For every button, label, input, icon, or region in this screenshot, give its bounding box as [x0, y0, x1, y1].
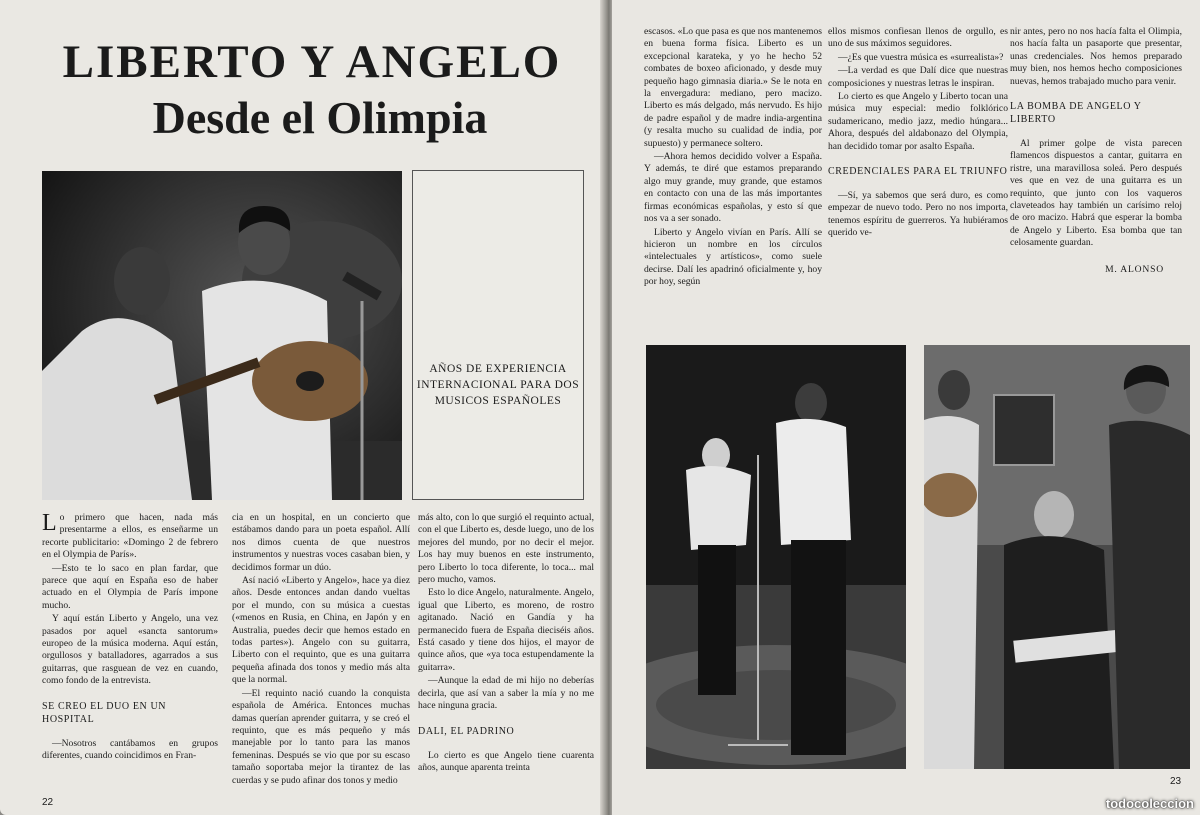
col3-paragraph-1: más alto, con lo que surgió el requinto actual, con el que Liberto es, desde luego, uno de los mejores del mundo, por no decir el mejor. Los hay muy buenos en este instrumento, pero Liberto lo toca diferente, lo toca... mal pero mucho, vamos.	[418, 512, 594, 586]
col3-paragraph-4: Lo cierto es que Angelo tiene cuarenta años, aunque aparenta treinta	[418, 749, 594, 773]
col5-paragraph-4: Lo cierto es que Angelo y Liberto tocan una música muy especial: medio folklórico sudamericano, medio jazz, medio húngara... Ahora, después del aldabonazo del Olympia, han decidido tomar por asalto España.	[828, 91, 1008, 152]
col1-paragraph-4: —Nosotros cantábamos en grupos diferentes, cuando coincidimos en Fran-	[42, 737, 218, 762]
dropcap: L	[42, 512, 57, 536]
col2-paragraph-3: —El requinto nació cuando la conquista española de América. Entonces muchas damas querían aprender guitarra, y se creó el requinto, que es más pequeño y más manejable por lo tanto para las manos femeninas. Después se vio que por su escaso tamaño soportaba mejor la tirantez de las cuerdas y se pudo afinar dos tonos y medio	[232, 687, 410, 786]
page-number-right: 23	[1170, 776, 1182, 787]
col2-paragraph-2: Así nació «Liberto y Angelo», hace ya diez años. Desde entonces andan dando vueltas por el mundo, con su música a cuestas («menos en Rusia, en China, en Japón y en Australia, puedes decir que hemos estado en todas partes»). Angelo con su guitarra, Liberto con el requinto, que es una guitarra pequeña afinada dos tonos y medio más alta que la normal.	[232, 575, 410, 686]
col5-paragraph-1: ellos mismos confiesan llenos de orgullo, es uno de sus máximos seguidores.	[828, 26, 1008, 50]
col6-paragraph-1: nir antes, pero no nos hacía falta el Olimpia, nos hacía falta un pasaporte que presentar, unas credenciales. Nos hemos preparado muy bien, nos hemos hecho composiciones nuevas, hemos trabajado mucho para venir.	[1010, 26, 1182, 87]
article-column-2	[232, 512, 410, 804]
col1-paragraph-2: —Esto te lo saco en plan fardar, que parece que aquí en España eso de haber actuado en el Olympia de París impone mucho.	[42, 562, 218, 611]
col6-paragraph-2: Al primer golpe de vista parecen flamencos dispuestos a cantar, guitarra en ristre, una maravillosa soleá. Pero después ves que en vez de una guitarra es un requinto, que junto con los vaqueros claveteados hay también un carísimo reloj de oro macizo. Habrá que esperar la bomba de Angelo y Liberto. Esa bomba que tan celosamente guardan.	[1010, 138, 1182, 249]
section-heading-bomba: LA BOMBA DE ANGELO Y LIBERTO	[1010, 101, 1142, 126]
article-title: LIBERTO Y ANGELO	[62, 36, 562, 88]
photo-stage-performance	[646, 345, 906, 769]
photo-duo-performing	[42, 171, 402, 500]
photo-stage-performance-image	[646, 345, 906, 769]
article-column-6	[1010, 26, 1182, 336]
col1-paragraph-3: Y aquí están Liberto y Angelo, una vez pasados por aquel «sancta santorum» europeo de la música moderna. Aquí están, orgullosos y batalladores, agarrados a sus guitarras, que rasguean de vez en cuando, como fondo de la entrevista.	[42, 613, 218, 687]
article-column-1	[42, 512, 218, 804]
watermark: todocoleccion	[1105, 796, 1194, 811]
page-number-left: 22	[42, 797, 54, 808]
photo-duo-with-dali-image	[924, 345, 1190, 769]
col5-paragraph-2: —¿Es que vuestra música es «surrealista»?	[838, 51, 1004, 63]
article-subtitle: Desde el Olimpia	[152, 92, 488, 143]
right-page	[612, 0, 1200, 815]
col2-paragraph-1: cia en un hospital, en un concierto que estábamos dando para un poeta español. Allí nos dimos cuenta de que nuestros instrumentos y nuestras voces casaban bien, y decidimos formar un dúo.	[232, 512, 410, 573]
photo-duo-with-dali	[924, 345, 1190, 769]
col4-paragraph-1: escasos. «Lo que pasa es que nos mantenemos en buena forma física. Liberto es un excepcional karateka, y yo he hecho 52 combates de boxeo aficionado, y desde muy pequeño hago gimnasia diaria.» Se le nota en la envergadura: mediano, pero macizo. Liberto es más delgado, más nervudo. Es hijo de padre español y de madre india-argentina (y resalta mucho su cualidad de india, por supuesto) y permanece soltero.	[644, 26, 822, 149]
photo-duo-performing-image	[42, 171, 402, 500]
col1-paragraph-1: o primero que hacen, nada más presentarme a ellos, es enseñarme un recorte publicitario: «Domingo 2 de febrero en el Olympia de París».	[42, 512, 218, 561]
col4-paragraph-3: Liberto y Angelo vivían en París. Allí se hicieron un nombre en los círculos «intelectuales y artísticos», como suele decirse. Dalí les apadrinó oficialmente y, hoy por hoy, según	[644, 226, 822, 288]
col4-paragraph-2: —Ahora hemos decidido volver a España. Y además, te diré que estamos preparando algo muy grande, muy grande, que estamos en contacto con una de las más importantes firmas económicas españolas, y esto sí que nos va a ser sonado.	[644, 151, 822, 225]
author-byline: M. ALONSO	[1105, 263, 1164, 275]
sidebox-text: AÑOS DE EXPERIENCIA INTERNACIONAL PARA DOS MUSICOS ESPAÑOLES	[416, 363, 580, 407]
article-column-3	[418, 512, 594, 804]
sidebox	[412, 170, 584, 500]
col3-paragraph-3: —Aunque la edad de mi hijo no deberías decirla, que así van a saber la mía y no me hace ninguna gracia.	[418, 675, 594, 712]
section-heading-hospital: SE CREO EL DUO EN UN HOSPITAL	[42, 700, 167, 725]
col5-paragraph-5: —Sí, ya sabemos que será duro, es como empezar de nuevo todo. Pero no nos importa, tenemos espíritu de guerreros. Ya hubiéramos querido ve-	[828, 190, 1008, 239]
col5-paragraph-3: —La verdad es que Dalí dice que nuestras composiciones y nuestras letras le inspiran.	[828, 65, 1008, 89]
section-heading-dali: DALI, EL PADRINO	[418, 725, 515, 737]
col3-paragraph-2: Esto lo dice Angelo, naturalmente. Angelo, igual que Liberto, es moreno, de rostro agitanado. Nació en Gandía y ha permanecido fuera de España dieciséis años. Está casado y tiene dos hijos, el mayor de quince años, que «ya toca estupendamente la guitarra».	[418, 587, 594, 673]
article-column-5	[828, 26, 1008, 336]
article-column-4	[644, 26, 822, 336]
section-heading-credenciales: CREDENCIALES PARA EL TRIUNFO	[828, 166, 1008, 178]
